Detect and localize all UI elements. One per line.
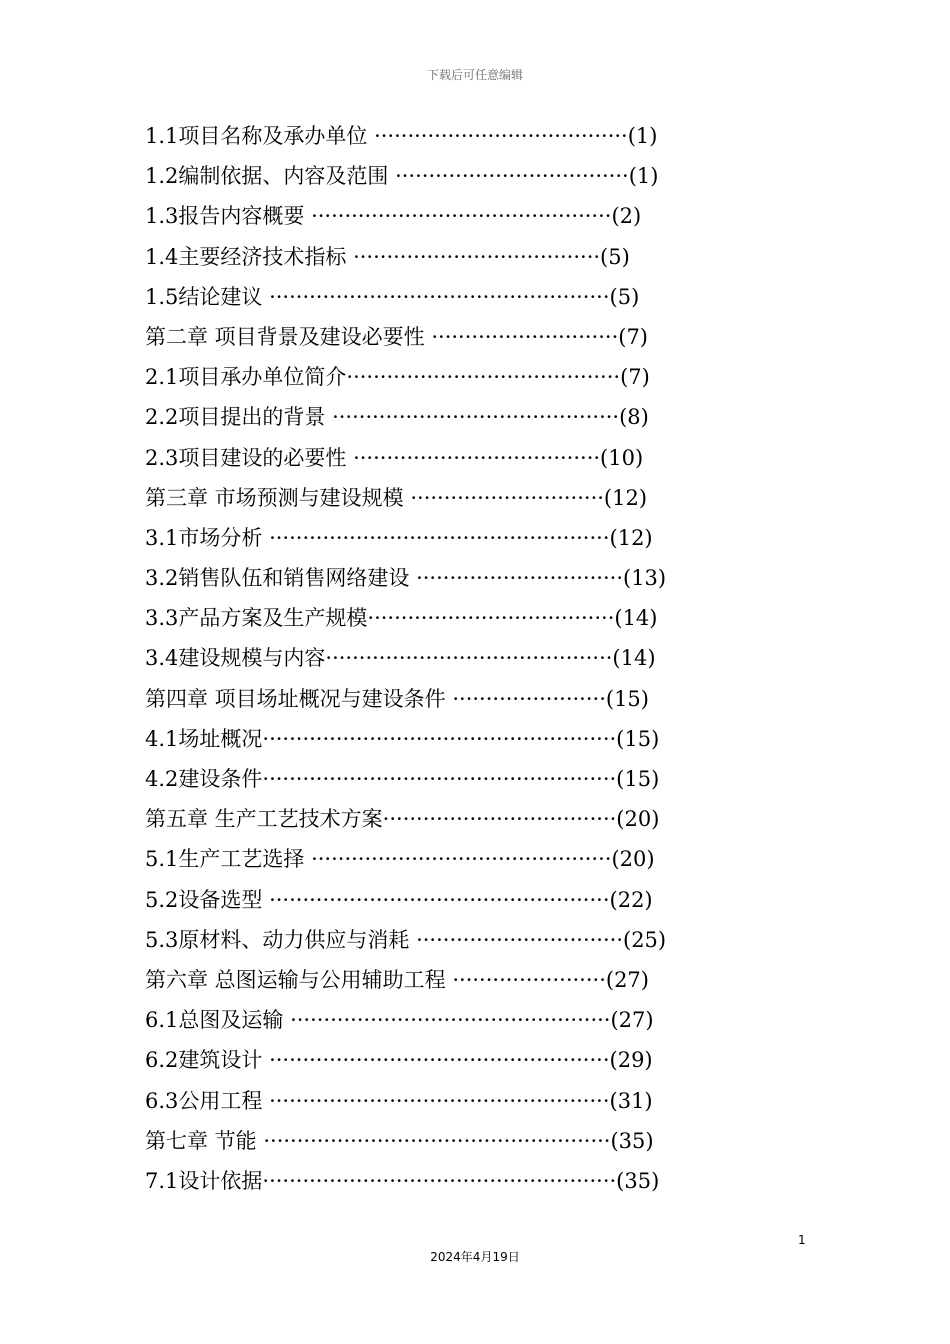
toc-entry[interactable]: 1.3报告内容概要 ·············································(2) [145, 204, 642, 229]
toc-chapter[interactable]: 第二章 项目背景及建设必要性 ····························(7) [145, 324, 649, 349]
toc-chapter[interactable]: 第四章 项目场址概况与建设条件 ·······················(15) [145, 686, 649, 711]
toc-entry[interactable]: 4.1场址概况·····················································(15) [145, 726, 660, 751]
toc-entry[interactable]: 2.3项目建设的必要性 ·····································(10) [145, 445, 644, 470]
toc-entry[interactable]: 1.2编制依据、内容及范围 ···································(1) [145, 164, 659, 189]
toc-chapter[interactable]: 第五章 生产工艺技术方案···································(20) [145, 807, 660, 832]
toc-entry[interactable]: 5.2设备选型 ···················································(22) [145, 887, 653, 912]
toc-entry[interactable]: 2.2项目提出的背景 ···········································(8) [145, 405, 649, 430]
toc-entry[interactable]: 1.1项目名称及承办单位 ······································(1) [145, 124, 658, 148]
toc-entry[interactable]: 6.2建筑设计 ···················································(29) [145, 1048, 653, 1073]
toc-entry[interactable]: 6.3公用工程 ···················································(31) [145, 1088, 653, 1113]
toc-entry[interactable]: 1.4主要经济技术指标 ·····································(5) [145, 244, 630, 269]
toc-entry[interactable]: 2.1项目承办单位简介·········································(7) [145, 365, 650, 390]
toc-entry[interactable]: 7.1设计依据·····················································(35) [145, 1168, 660, 1193]
toc-entry[interactable]: 4.2建设条件·····················································(15) [145, 767, 660, 791]
table-of-contents [145, 116, 765, 1201]
toc-entry[interactable]: 5.1生产工艺选择 ·············································(20) [145, 847, 655, 872]
page-header: 下载后可任意编辑 [426, 68, 523, 82]
toc-chapter[interactable]: 第六章 总图运输与公用辅助工程 ·······················(27) [145, 967, 649, 992]
toc-entry[interactable]: 5.3原材料、动力供应与消耗 ·······························(25) [145, 927, 667, 952]
toc-chapter[interactable]: 第七章 节能 ····················································(35) [145, 1128, 654, 1153]
toc-entry[interactable]: 1.5结论建议 ···················································(5) [145, 284, 640, 309]
toc-chapter[interactable]: 第三章 市场预测与建设规模 ·····························(12) [145, 485, 648, 510]
footer-date: 2024年4月19日 [430, 1250, 520, 1264]
toc-entry[interactable]: 3.4建设规模与内容···········································(14) [145, 646, 656, 671]
page-number: 1 [798, 1233, 806, 1247]
toc-entry[interactable]: 3.2销售队伍和销售网络建设 ·······························(13) [145, 566, 667, 591]
toc-entry[interactable]: 6.1总图及运输 ················································(27) [145, 1008, 654, 1033]
toc-entry[interactable]: 3.1市场分析 ···················································(12) [145, 525, 653, 550]
toc-entry[interactable]: 3.3产品方案及生产规模·····································(14) [145, 606, 658, 631]
